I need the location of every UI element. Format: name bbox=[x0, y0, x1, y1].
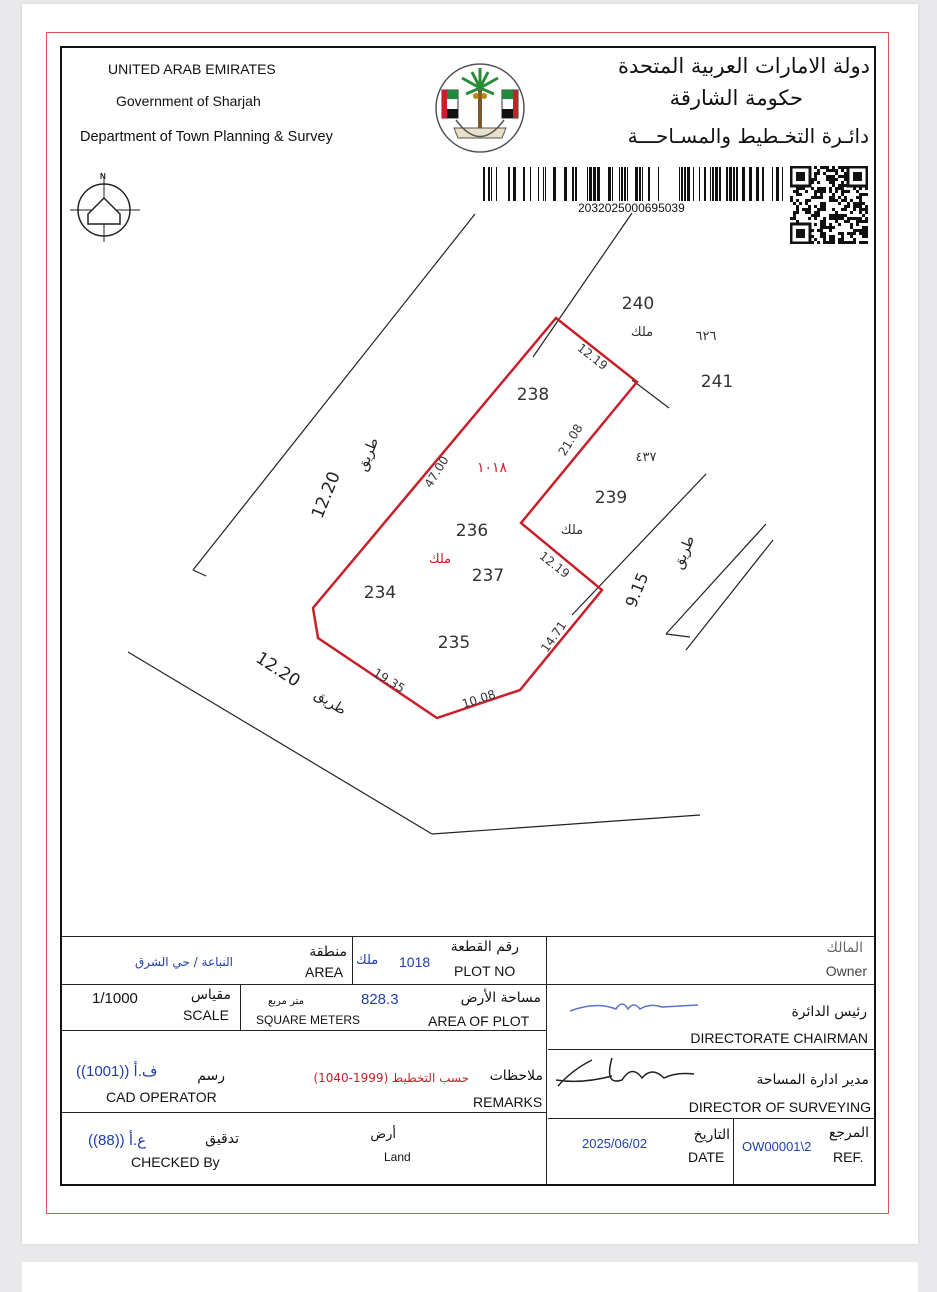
header-en-country: UNITED ARAB EMIRATES bbox=[108, 61, 276, 77]
cad-label-en: CAD OPERATOR bbox=[106, 1089, 217, 1105]
plot-type: ملك bbox=[356, 953, 379, 968]
neighbor-owner-arabic: ملك bbox=[630, 325, 654, 340]
road-width-label: 9.15 bbox=[621, 569, 653, 611]
plot-number-label: 235 bbox=[437, 633, 471, 653]
table-top-border bbox=[62, 936, 874, 937]
sqm-label-en: SQUARE METERS bbox=[256, 1013, 361, 1027]
chairman-signature bbox=[566, 995, 706, 1025]
plot-no-label-en: PLOT NO bbox=[454, 963, 516, 979]
scale-label-ar: مقياس bbox=[190, 987, 231, 1003]
dimension-label: 12.19 bbox=[536, 548, 573, 581]
road-name-arabic: طريق bbox=[311, 686, 349, 719]
north-label: N bbox=[100, 172, 106, 181]
road-width-label: 12.20 bbox=[307, 468, 345, 522]
road-edge-line bbox=[686, 540, 773, 650]
plot-number-label: 236 bbox=[455, 521, 489, 541]
scale-label-en: SCALE bbox=[183, 1007, 229, 1023]
checked-label-en: CHECKED By bbox=[131, 1154, 220, 1170]
table-row-divider bbox=[62, 1112, 546, 1113]
owner-label-en: Owner bbox=[825, 963, 867, 979]
road-width-label: 12.20 bbox=[251, 648, 304, 692]
owner-label-ar: المالك bbox=[826, 940, 863, 956]
header-en-department: Department of Town Planning & Survey bbox=[80, 129, 333, 145]
chairman-label-ar: رئيس الدائرة bbox=[791, 1004, 867, 1020]
header-ar-department: دائـرة التخـطيط والمسـاحـــة bbox=[627, 124, 869, 148]
road-edge-line bbox=[666, 634, 690, 637]
plot-no-value: 1018 bbox=[399, 954, 431, 970]
road-name-arabic: طريق bbox=[670, 533, 699, 572]
neighbor-plot-label: 241 bbox=[700, 372, 734, 392]
header-ar-government: حكومة الشارقة bbox=[669, 86, 803, 110]
director-label-en: DIRECTOR OF SURVEYING bbox=[688, 1099, 871, 1115]
road-edge-line bbox=[432, 815, 700, 834]
date-value: 2025/06/02 bbox=[582, 1136, 648, 1151]
date-label-en: DATE bbox=[688, 1149, 725, 1165]
area-of-plot-value: 828.3 bbox=[361, 991, 399, 1008]
neighbor-number-arabic: ٦٢٦ bbox=[695, 329, 717, 344]
dimension-label: 14.71 bbox=[538, 618, 570, 655]
remarks-value: حسب التخطيط (1999-1040) bbox=[313, 1071, 469, 1085]
remarks-label-en: REMARKS bbox=[473, 1094, 543, 1110]
remarks-label-ar: ملاحظات bbox=[489, 1068, 543, 1084]
dimension-label: 12.19 bbox=[574, 340, 611, 373]
table-col-divider bbox=[352, 936, 353, 984]
cad-label-ar: رسم bbox=[197, 1068, 225, 1084]
table-row-divider bbox=[62, 1030, 546, 1031]
road-name-arabic: طريق bbox=[354, 435, 383, 474]
site-plan-map bbox=[60, 210, 876, 930]
table-row-divider bbox=[548, 1118, 874, 1119]
director-signature bbox=[552, 1050, 702, 1094]
table-col-divider bbox=[733, 1118, 734, 1186]
land-label-ar: أرض bbox=[370, 1127, 396, 1142]
chairman-label-en: DIRECTORATE CHAIRMAN bbox=[690, 1030, 868, 1046]
area-of-plot-label-en: AREA OF PLOT bbox=[428, 1013, 530, 1029]
director-label-ar: مدير ادارة المساحة bbox=[756, 1072, 869, 1088]
table-row-divider bbox=[62, 984, 874, 985]
dimension-label: 21.08 bbox=[555, 421, 586, 459]
ref-value: OW00001\2 bbox=[742, 1139, 812, 1154]
plot-area-arabic: ١٠١٨ bbox=[476, 460, 508, 476]
road-edge-line bbox=[632, 380, 669, 408]
road-edge-line bbox=[193, 214, 475, 570]
plot-no-label-ar: رقم القطعة bbox=[450, 939, 519, 955]
land-label-en: Land bbox=[384, 1150, 411, 1164]
next-page-edge bbox=[22, 1262, 918, 1292]
table-col-divider bbox=[240, 984, 241, 1030]
ref-label-ar: المرجع bbox=[828, 1125, 869, 1141]
plot-number-label: 234 bbox=[363, 583, 397, 603]
neighbor-owner-arabic: ملك bbox=[560, 523, 584, 538]
plot-boundary bbox=[313, 318, 637, 718]
plot-number-label: 237 bbox=[471, 566, 505, 586]
area-of-plot-label-ar: مساحة الأرض bbox=[460, 990, 541, 1006]
plot-owner-arabic: ملك bbox=[428, 552, 452, 567]
table-col-divider bbox=[546, 936, 547, 1186]
barcode-icon bbox=[483, 167, 785, 201]
area-label-ar: منطقة bbox=[309, 944, 347, 960]
dimension-label: 47.00 bbox=[421, 453, 452, 491]
road-edge-line bbox=[193, 570, 206, 576]
date-label-ar: التاريخ bbox=[693, 1127, 730, 1143]
sqm-label-ar: متر مربع bbox=[267, 996, 304, 1007]
dimension-label: 10.08 bbox=[460, 687, 498, 712]
header-ar-country: دولة الامارات العربية المتحدة bbox=[617, 54, 870, 78]
checked-by-value: ع.أ ((88)) bbox=[88, 1132, 147, 1149]
neighbor-plot-label: 240 bbox=[621, 294, 655, 314]
ref-label-en: REF. bbox=[833, 1149, 864, 1165]
cad-operator-value: ف.أ ((1001)) bbox=[76, 1063, 158, 1080]
header-en-government: Government of Sharjah bbox=[116, 93, 261, 109]
sharjah-emblem-icon bbox=[432, 58, 528, 158]
plot-number-label: 238 bbox=[516, 385, 550, 405]
area-label-en: AREA bbox=[305, 964, 344, 980]
neighbor-number-arabic: ٤٣٧ bbox=[635, 450, 657, 465]
neighbor-plot-label: 239 bbox=[594, 488, 628, 508]
barcode-number: 2032025000695039 bbox=[578, 201, 685, 215]
scale-value: 1/1000 bbox=[92, 990, 138, 1007]
road-edge-line bbox=[533, 213, 632, 357]
dimension-label: 19.35 bbox=[370, 665, 408, 696]
area-value: النباعة / حي الشرق bbox=[134, 955, 233, 969]
checked-label-ar: تدقيق bbox=[205, 1131, 239, 1147]
